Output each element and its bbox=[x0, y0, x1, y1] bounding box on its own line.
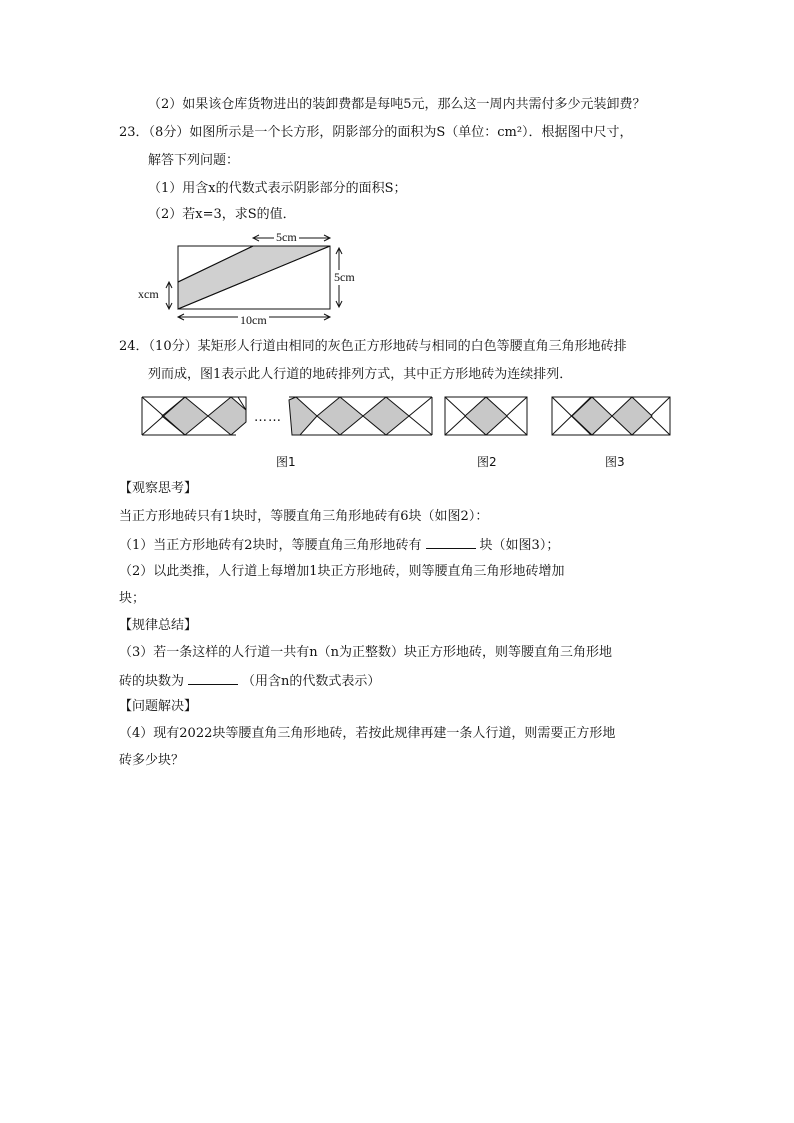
answer-blank-1 bbox=[426, 535, 476, 549]
q23-part2: （2）若x=3，求S的值． bbox=[148, 207, 296, 222]
q24-part4: （4）现有2022块等腰直角三角形地砖，若按此规律再建一条人行道，则需要正方形地 bbox=[119, 726, 616, 741]
q24-part1 bbox=[119, 535, 559, 555]
q22-part2: （2）如果该仓库货物进出的装卸费都是每吨5元，那么这一周内共需付多少元装卸费？ bbox=[148, 97, 646, 112]
q24-part3-text: 砖的块数为 bbox=[119, 674, 185, 689]
q24-part1-text: （1）当正方形地砖有2块时，等腰直角三角形地砖有 bbox=[119, 538, 422, 553]
figure3-caption: 图3 bbox=[605, 455, 625, 469]
q23-stem: 23．（8分）如图所示是一个长方形，阴影部分的面积为S（单位：cm²）．根据图中尺寸， bbox=[119, 125, 633, 140]
q24-observation: 当正方形地砖只有1块时，等腰直角三角形地砖有6块（如图2）： bbox=[119, 509, 489, 524]
answer-blank-2 bbox=[188, 671, 238, 685]
q24-part3-suffix: （用含n的代数式表示） bbox=[242, 674, 381, 689]
section-solve: 【问题解决】 bbox=[119, 699, 198, 714]
right-dimension-label: 5cm bbox=[334, 270, 355, 284]
left-dimension-label: xcm bbox=[138, 287, 159, 301]
q24-part3-cont bbox=[119, 671, 380, 691]
top-dimension-label: 5cm bbox=[276, 230, 297, 244]
q23-part1: （1）用含x的代数式表示阴影部分的面积S； bbox=[148, 181, 407, 196]
q24-part1-suffix: 块（如图3）； bbox=[479, 538, 560, 553]
figure1-caption: 图1 bbox=[276, 455, 296, 469]
figure1-ellipsis: …… bbox=[254, 410, 282, 425]
outer-rectangle bbox=[178, 246, 330, 309]
bottom-dimension-label: 10cm bbox=[240, 313, 267, 327]
q24-part4-cont: 砖多少块？ bbox=[119, 753, 185, 768]
shaded-parallelogram bbox=[178, 246, 330, 309]
q24-part2-cont: 块； bbox=[119, 591, 146, 606]
q24-stem-cont: 列而成，图1表示此人行道的地砖排列方式，其中正方形地砖为连续排列． bbox=[148, 367, 573, 382]
figure2-tiles bbox=[445, 397, 527, 435]
figure2-caption: 图2 bbox=[477, 455, 497, 469]
q24-part3: （3）若一条这样的人行道一共有n（n为正整数）块正方形地砖，则等腰直角三角形地 bbox=[119, 645, 613, 660]
q24-stem: 24．（10分）某矩形人行道由相同的灰色正方形地砖与相同的白色等腰直角三角形地砖排 bbox=[119, 339, 627, 354]
figure1-right-tiles bbox=[289, 397, 432, 435]
q23-stem-cont: 解答下列问题： bbox=[148, 153, 240, 168]
q24-part2: （2）以此类推，人行道上每增加1块正方形地砖，则等腰直角三角形地砖增加 bbox=[119, 564, 565, 579]
section-observe: 【观察思考】 bbox=[119, 481, 198, 496]
figure3-tiles bbox=[552, 397, 670, 435]
figure1-left-tiles bbox=[142, 397, 246, 435]
section-summary: 【规律总结】 bbox=[119, 618, 198, 633]
